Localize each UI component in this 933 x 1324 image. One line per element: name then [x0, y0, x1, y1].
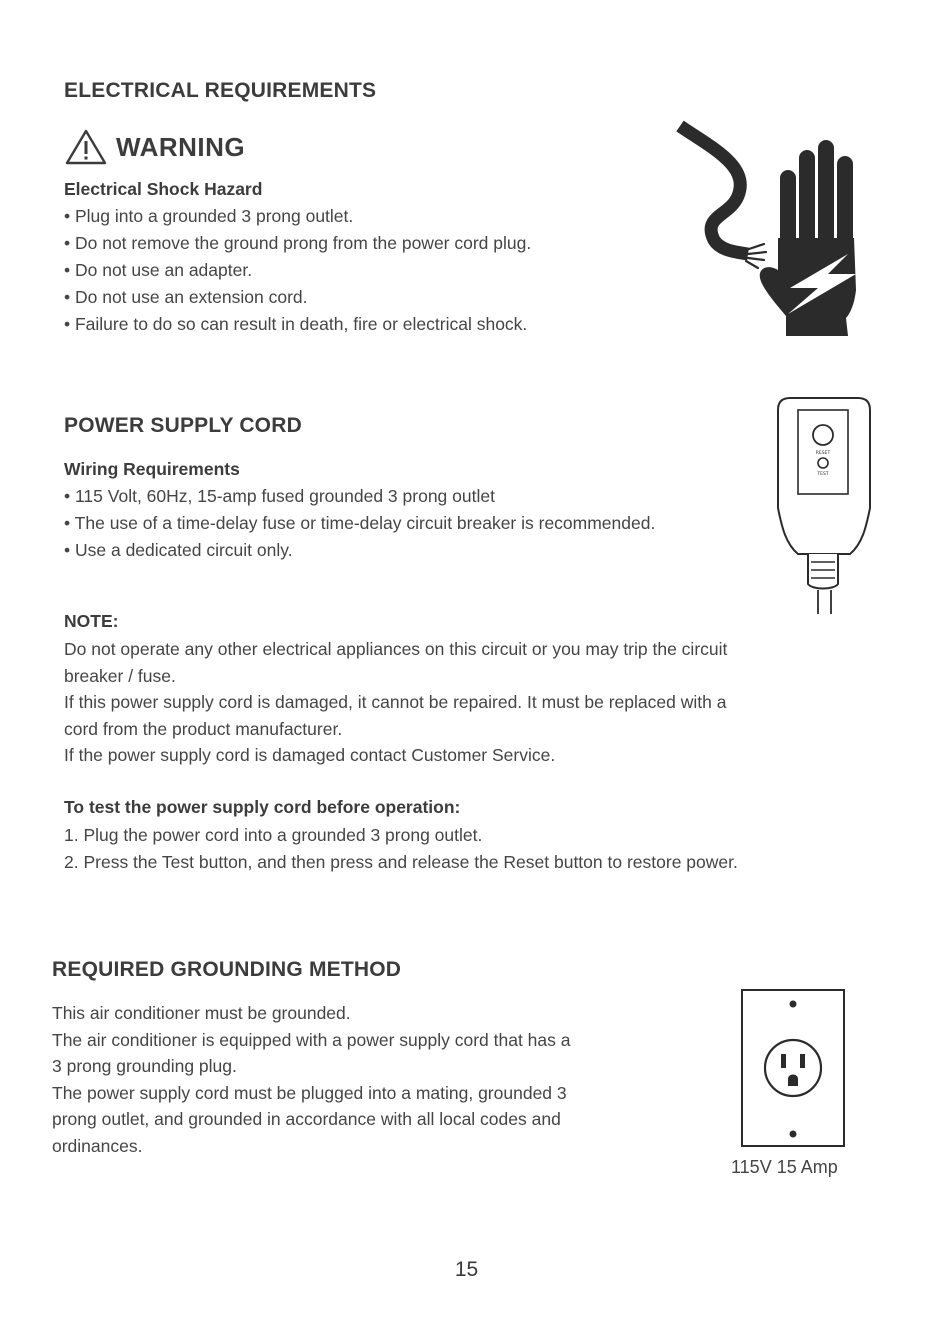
grounding-line: prong outlet, and grounded in accordance with all local codes and: [52, 1109, 561, 1129]
list-item: • Do not use an adapter.: [64, 260, 253, 280]
page-number: 15: [454, 1258, 479, 1281]
grounding-line: This air conditioner must be grounded.: [52, 1003, 351, 1023]
note-title: NOTE:: [64, 611, 119, 631]
grounding-line: The air conditioner is equipped with a power supply cord that has a: [52, 1029, 571, 1050]
grounded-outlet-icon: [740, 988, 846, 1150]
list-item: 2. Press the Test button, and then press and release the Reset button to restore power.: [64, 851, 738, 872]
list-item: 1. Plug the power cord into a grounded 3 prong outlet.: [64, 825, 483, 845]
wiring-bullet-list: [64, 483, 655, 564]
list-item: • Use a dedicated circuit only.: [64, 540, 293, 560]
note-line: If this power supply cord is damaged, it cannot be repaired. It must be replaced with a: [64, 692, 727, 712]
electric-shock-hand-icon: [672, 118, 858, 338]
list-item: • Failure to do so can result in death, fire or electrical shock.: [64, 314, 528, 334]
note-line: cord from the product manufacturer.: [64, 718, 343, 739]
electrical-heading: ELECTRICAL REQUIREMENTS: [64, 79, 377, 102]
grounding-line: ordinances.: [52, 1135, 143, 1156]
note-line: If the power supply cord is damaged contact Customer Service.: [64, 745, 556, 765]
warning-banner: [64, 128, 245, 166]
note-body: [64, 636, 727, 769]
power-cord-heading: POWER SUPPLY CORD: [64, 414, 302, 437]
list-item: • Plug into a grounded 3 prong outlet.: [64, 206, 354, 226]
warning-label: WARNING: [116, 131, 246, 162]
test-procedure-title: To test the power supply cord before operation:: [64, 797, 461, 817]
gfci-plug-icon: [776, 396, 872, 616]
test-procedure-steps: [64, 822, 738, 875]
warning-triangle-icon: [64, 128, 108, 166]
hazard-title: Electrical Shock Hazard: [64, 179, 263, 199]
grounding-line: 3 prong grounding plug.: [52, 1056, 237, 1076]
outlet-caption: 115V 15 Amp: [731, 1157, 838, 1177]
note-line: Do not operate any other electrical appliances on this circuit or you may trip the circuit: [64, 639, 728, 659]
grounding-heading: REQUIRED GROUNDING METHOD: [52, 958, 402, 981]
list-item: • The use of a time-delay fuse or time-delay circuit breaker is recommended.: [64, 513, 656, 533]
list-item: • Do not use an extension cord.: [64, 287, 308, 307]
list-item: • Do not remove the ground prong from the power cord plug.: [64, 233, 532, 253]
list-item: • 115 Volt, 60Hz, 15-amp fused grounded 3 prong outlet: [64, 486, 495, 506]
wiring-title: Wiring Requirements: [64, 459, 240, 479]
grounding-body: [52, 1000, 571, 1159]
grounding-line: The power supply cord must be plugged into a mating, grounded 3: [52, 1082, 567, 1103]
hazard-bullet-list: [64, 203, 531, 338]
test-label: TEST: [817, 472, 829, 477]
note-line: breaker / fuse.: [64, 665, 176, 686]
reset-label: RESET: [815, 451, 831, 456]
